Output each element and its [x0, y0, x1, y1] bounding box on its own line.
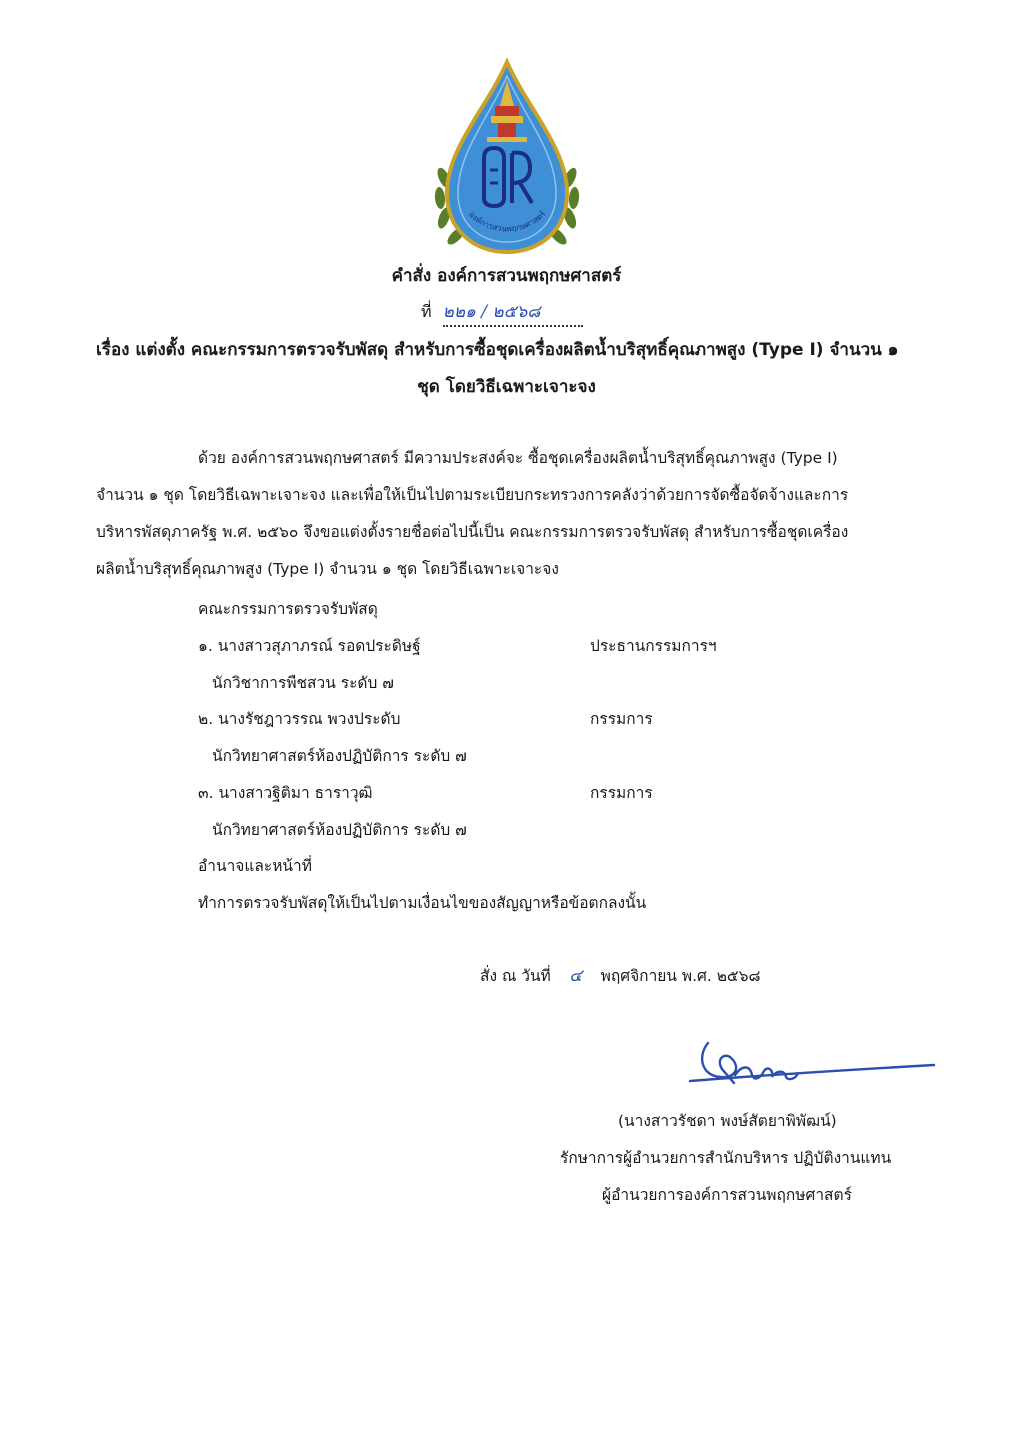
handwritten-signature [680, 1035, 940, 1100]
body-line: บริหารพัสดุภาครัฐ พ.ศ. ๒๕๖๐ จึงขอแต่งตั้งรายชื่อต่อไปนี้เป็น คณะกรรมการตรวจรับพัสดุ สำหรับการซื้อชุดเครื่อง [96, 523, 849, 541]
body-line: ผลิตน้ำบริสุทธิ์คุณภาพสูง (Type I) จำนวน ๑ ชุด โดยวิธีเฉพาะเจาะจง [96, 560, 559, 578]
order-date [480, 962, 760, 989]
organization-logo [432, 58, 582, 258]
date-month-year: พฤศจิกายน พ.ศ. ๒๕๖๘ [600, 967, 761, 985]
body-line: จำนวน ๑ ชุด โดยวิธีเฉพาะเจาะจง และเพื่อให้เป็นไปตามระเบียบกระทรวงการคลังว่าด้วยการจัดซื้อจัดจ้างและการ [96, 486, 849, 504]
member-position: นักวิชาการพืชสวน ระดับ ๗ [212, 674, 394, 692]
subject-line-2: ชุด โดยวิธีเฉพาะเจาะจง [417, 377, 596, 397]
member-name: ๑. นางสาวสุภาภรณ์ รอดประดิษฐ์ [198, 637, 421, 655]
subject-line-1: เรื่อง แต่งตั้ง คณะกรรมการตรวจรับพัสดุ สำหรับการซื้อชุดเครื่องผลิตน้ำบริสุทธิ์คุณภาพสูง (Type I) จำนวน ๑ [96, 340, 899, 360]
member-role: กรรมการ [590, 784, 653, 802]
member-position: นักวิทยาศาสตร์ห้องปฏิบัติการ ระดับ ๗ [212, 747, 467, 765]
signatory-title-1: รักษาการผู้อำนวยการสำนักบริหาร ปฏิบัติงานแทน [560, 1149, 892, 1167]
member-role: กรรมการ [590, 710, 653, 728]
order-number-label: ที่ [421, 302, 432, 321]
duties-text: ทำการตรวจรับพัสดุให้เป็นไปตามเงื่อนไขของสัญญาหรือข้อตกลงนั้น [198, 894, 647, 912]
date-day: ๔ [569, 966, 583, 986]
member-name: ๒. นางรัชฎาวรรณ พวงประดับ [198, 710, 401, 728]
member-role: ประธานกรรมการฯ [590, 637, 717, 655]
signatory-name: (นางสาวรัชดา พงษ์สัตยาพิพัฒน์) [618, 1112, 837, 1130]
logo-seal-text: องค์การสวนพฤกษศาสตร์ [467, 209, 548, 234]
order-number [421, 298, 583, 327]
body-line: ด้วย องค์การสวนพฤกษศาสตร์ มีความประสงค์จะ ซื้อชุดเครื่องผลิตน้ำบริสุทธิ์คุณภาพสูง (Type I) [198, 449, 838, 467]
date-prefix: สั่ง ณ วันที่ [480, 967, 551, 985]
body-paragraph [96, 440, 926, 588]
member-name: ๓. นางสาวฐิติมา ธาราวุฒิ [198, 784, 373, 802]
committee-heading: คณะกรรมการตรวจรับพัสดุ [198, 600, 378, 618]
order-title: คำสั่ง องค์การสวนพฤกษศาสตร์ [391, 266, 622, 286]
member-position: นักวิทยาศาสตร์ห้องปฏิบัติการ ระดับ ๗ [212, 821, 467, 839]
signatory-title-2: ผู้อำนวยการองค์การสวนพฤกษศาสตร์ [602, 1186, 852, 1204]
order-number-value: ๒๒๑ / ๒๕๖๘ [443, 298, 583, 327]
duties-heading: อำนาจและหน้าที่ [198, 857, 312, 875]
